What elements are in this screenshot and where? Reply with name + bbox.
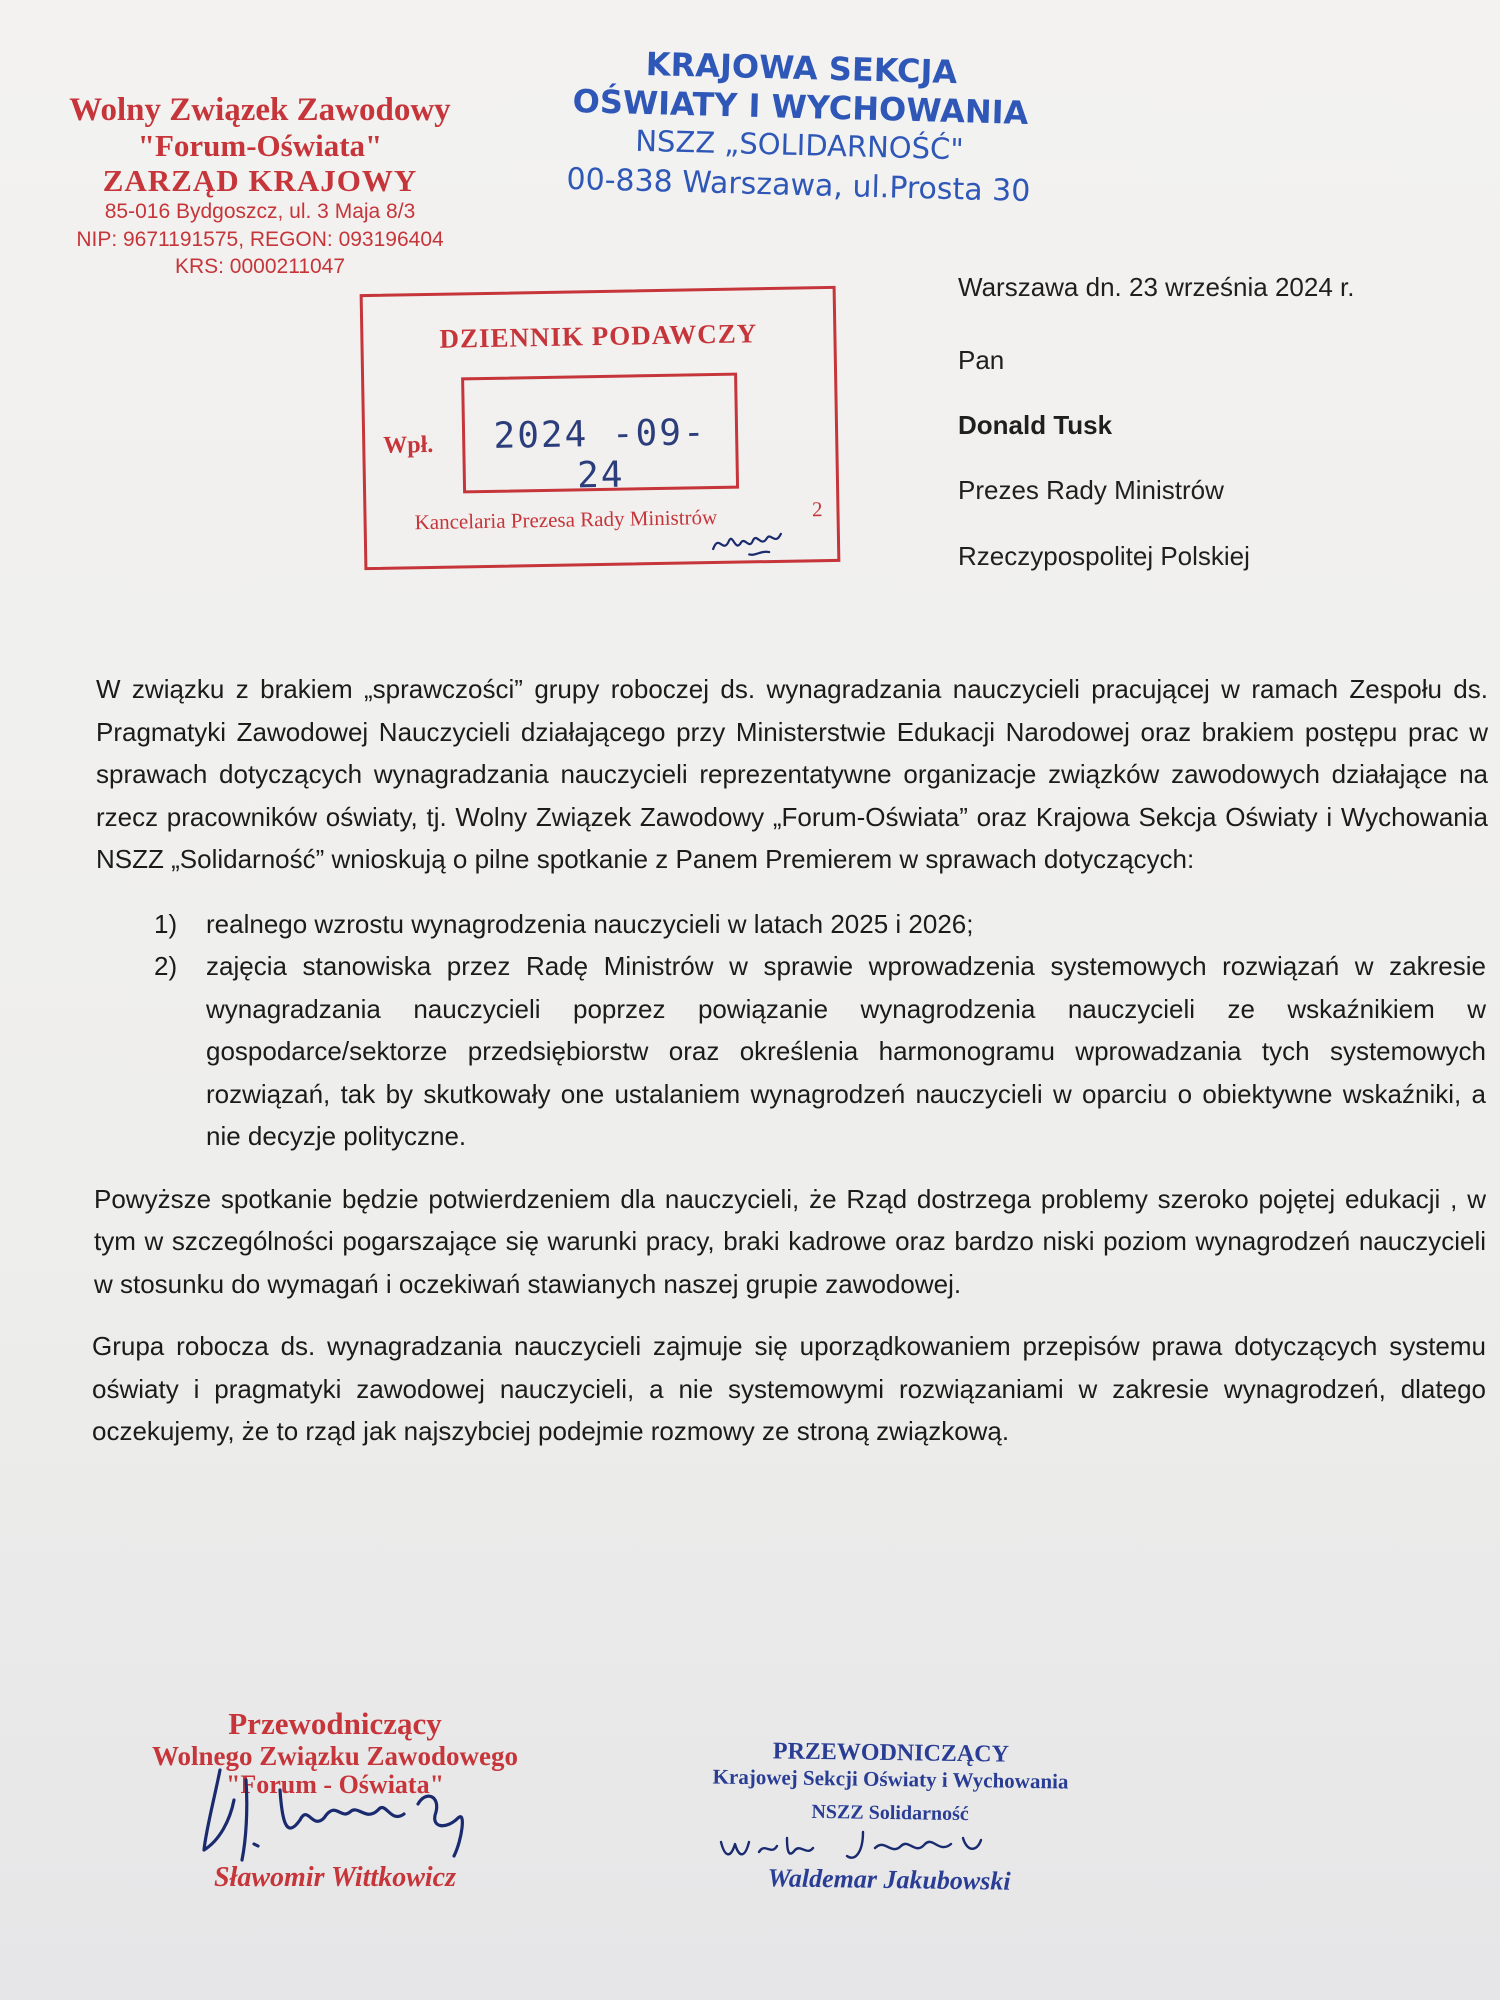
- signature-org2: "Forum - Oświata": [225, 1770, 445, 1800]
- union-letterhead-stamp: [30, 92, 490, 280]
- receipt-number: 2: [811, 497, 823, 522]
- signature-role: Przewodniczący: [228, 1706, 442, 1741]
- letter-body: [92, 668, 1488, 1453]
- addressee-salutation: Pan: [958, 345, 1005, 375]
- request-list: [96, 903, 1486, 1158]
- signature-block-solidarnosc: [669, 1737, 1111, 1898]
- addressee-name: Donald Tusk: [958, 410, 1113, 440]
- letterhead-line1: Wolny Związek Zawodowy: [69, 92, 451, 128]
- paragraph-meeting: Powyższe spotkanie będzie potwierdzeniem dla nauczycieli, że Rząd dostrzega problemy szeroko pojętej edukacji , w tym w szczególności pogarszające się warunki pracy, braki kadrowe oraz bardzo niski poziom wynagrodzeń nauczycieli w stosunku do wymagań i oczekiwań stawianych naszej grupie zawodowej.: [94, 1183, 1486, 1299]
- receipt-stamp-label: Wpł.: [383, 431, 434, 459]
- addressee-title1: Prezes Rady Ministrów: [958, 475, 1224, 505]
- list-item: [96, 945, 1486, 1158]
- list-item-text: realnego wzrostu wynagrodzenia nauczycieli w latach 2025 i 2026;: [206, 908, 974, 939]
- receipt-date-box: [461, 373, 739, 497]
- letterhead-ids: NIP: 9671191575, REGON: 093196404: [76, 227, 444, 251]
- signature-name: Sławomir Wittkowicz: [214, 1862, 456, 1894]
- list-item-number: 1): [154, 908, 178, 939]
- letterhead-line2: "Forum-Oświata": [137, 127, 383, 163]
- signature-role: PRZEWODNICZĄCY: [772, 1738, 1010, 1768]
- receipt-date: 2024 -09- 24: [493, 412, 707, 497]
- solidarnosc-letterhead-stamp: [538, 41, 1062, 211]
- section-line3: NSZZ „SOLIDARNOŚĆ": [634, 124, 965, 167]
- letterhead-line3: ZARZĄD KRAJOWY: [102, 162, 418, 198]
- receipt-stamp: [360, 286, 841, 570]
- receipt-stamp-title: DZIENNIK PODAWCZY: [439, 318, 758, 354]
- section-line2: OŚWIATY I WYCHOWANIA: [572, 82, 1029, 132]
- section-line1: KRAJOWA SEKCJA: [645, 44, 958, 92]
- addressee-title2: Rzeczypospolitej Polskiej: [958, 541, 1250, 571]
- letter-date: Warszawa dn. 23 września 2024 r.: [958, 272, 1355, 302]
- intro-paragraph: W związku z brakiem „sprawczości” grupy roboczej ds. wynagradzania nauczycieli pracującej w ramach Zespołu ds. Pragmatyki Zawodowej Nauczycieli działającego przy Ministerstwie Edukacji Narodowej oraz brakiem postępu prac w sprawach dotyczących wynagradzania nauczycieli reprezentatywne organizacje związków zawodowych działające na rzecz pracowników oświaty, tj. Wolny Związek Zawodowy „Forum-Oświata” oraz Krajowa Sekcja Oświaty i Wychowania NSZZ „Solidarność” wnioskują o pilne spotkanie z Panem Premierem w sprawach dotyczących:: [96, 674, 1488, 874]
- signature-org1: Krajowej Sekcji Oświaty i Wychowania: [712, 1764, 1069, 1794]
- letterhead-krs: KRS: 0000211047: [174, 254, 346, 278]
- signature-name: Waldemar Jakubowski: [767, 1863, 1011, 1896]
- signature-org1: Wolnego Związku Zawodowego: [151, 1741, 519, 1771]
- list-item-number: 2): [154, 951, 178, 981]
- paragraph-working-group: Grupa robocza ds. wynagradzania nauczycieli zajmuje się uporządkowaniem przepisów prawa dotyczących systemu oświaty i pragmatyki zawodowej nauczycieli, a nie systemowymi rozwiązaniami w zakresie wynagrodzeń, dlatego oczekujemy, że to rząd jak najszybciej podejmie rozmowy ze stroną związkową.: [92, 1331, 1486, 1446]
- section-address: 00-838 Warszawa, ul.Prosta 30: [566, 161, 1031, 209]
- signature-block-forum: [105, 1706, 565, 1894]
- signature-org2: NSZZ Solidarność: [811, 1800, 969, 1826]
- list-item: [96, 903, 1486, 946]
- receipt-paraph-signature: [709, 526, 790, 561]
- list-item-text: zajęcia stanowiska przez Radę Ministrów w sprawie wprowadzenia systemowych rozwiązań w zakresie wynagradzania nauczycieli poprzez powiązanie wynagrodzenia nauczycieli ze wskaźnikiem w gospodarce/sektorze przedsiębiorstw oraz określenia harmonogramu wprowadzania tych systemowych rozwiązań, tak by skutkowały one ustalaniem wynagrodzeń nauczycieli w oparciu o obiektywne wskaźniki, a nie decyzje polityczne.: [206, 951, 1486, 1151]
- letterhead-address: 85-016 Bydgoszcz, ul. 3 Maja 8/3: [104, 200, 416, 224]
- receipt-office: Kancelaria Prezesa Rady Ministrów: [414, 504, 718, 535]
